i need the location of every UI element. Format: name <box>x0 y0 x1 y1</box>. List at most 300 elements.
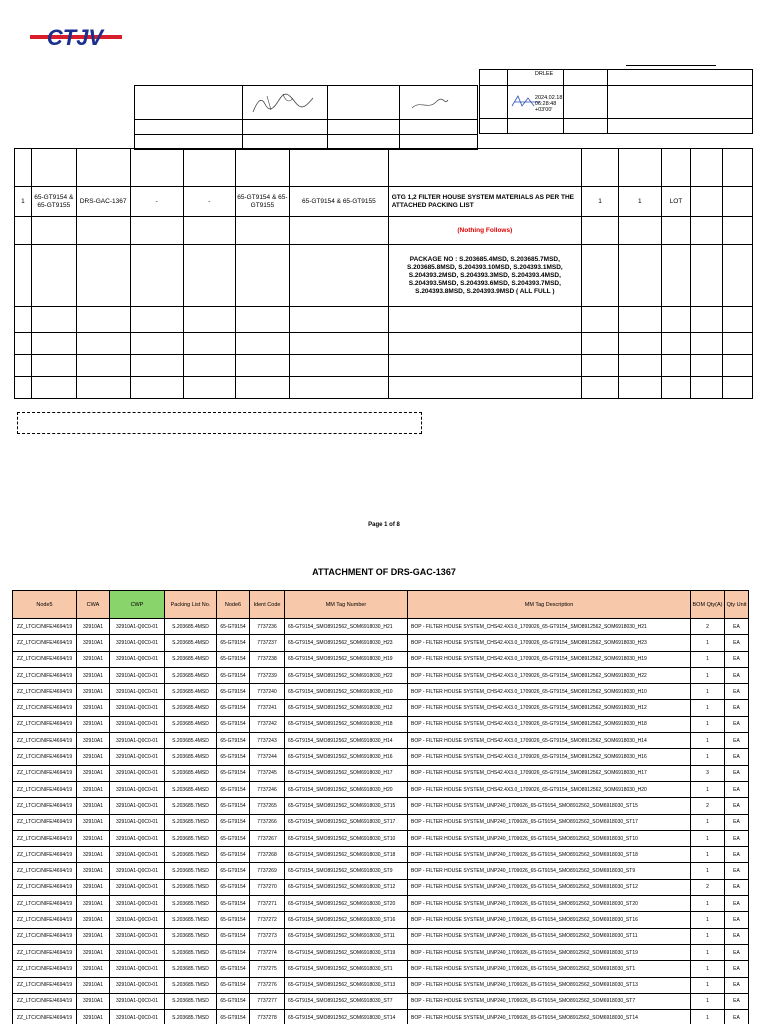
cell-packing-list-no: S.203685.7MSD <box>165 961 217 977</box>
cell-packing-list-no: S.203685.4MSD <box>165 700 217 716</box>
cell-bom-qty: 1 <box>691 781 725 797</box>
cell-node6: 65-GT9154 <box>217 912 250 928</box>
cell-mm-tag-description: BOP - FILTER HOUSE SYSTEM_UNP240_1709026_65-GT9154_SMO8912562_SOM6918030_ST16 <box>408 912 691 928</box>
cell-qty-unit: EA <box>725 961 749 977</box>
attachment-header-row <box>13 591 749 619</box>
cell-cwa: 32910A1 <box>77 733 110 749</box>
cell-packing-list-no: S.203685.7MSD <box>165 798 217 814</box>
delivery-table <box>14 148 753 399</box>
cell-qty-unit: EA <box>725 977 749 993</box>
table-row <box>15 187 753 217</box>
cell-node6: 65-GT9154 <box>217 1010 250 1024</box>
cell-qty-unit: EA <box>725 765 749 781</box>
cell-node6: 65-GT9154 <box>217 716 250 732</box>
cell-qty-unit: EA <box>725 944 749 960</box>
cell-mm-tag-number: 65-GT9154_SMO8912562_SOM6918030_H20 <box>285 781 408 797</box>
ctjv-logo <box>26 26 124 48</box>
cell-node5: ZZ_LTC/C/NIFE/4694/19 <box>13 781 77 797</box>
cell-mm-tag-number: 65-GT9154_SMO8912562_SOM6918030_H19 <box>285 651 408 667</box>
cell-mm-tag-number: 65-GT9154_SMO8912562_SOM6918030_ST17 <box>285 814 408 830</box>
cell-node5: ZZ_LTC/C/NIFE/4694/19 <box>13 830 77 846</box>
cell-qty-unit: EA <box>725 863 749 879</box>
cell-node6: 65-GT9154 <box>217 928 250 944</box>
cell-mm-tag-number: 65-GT9154_SMO8912562_SOM6918030_ST15 <box>285 798 408 814</box>
header-node6: Node6 <box>217 591 250 619</box>
cell-node6: 65-GT9154 <box>217 781 250 797</box>
handwritten-signature-cell <box>242 86 328 120</box>
cell-mm-tag-number: 65-GT9154_SMO8912562_SOM6918030_ST9 <box>285 863 408 879</box>
cell-cwp: 32910A1-Q0C0-01 <box>110 863 165 879</box>
cell-bom-qty: 1 <box>691 993 725 1009</box>
quantity-1: 1 <box>581 187 618 217</box>
cell-mm-tag-number: 65-GT9154_SMO8912562_SOM6918030_H22 <box>285 667 408 683</box>
handwritten-signature-small <box>410 96 450 112</box>
cell-packing-list-no: S.203685.4MSD <box>165 635 217 651</box>
cell-packing-list-no: S.203685.7MSD <box>165 944 217 960</box>
equipment-tags: 65-GT9154 & 65-GT9155 <box>235 187 289 217</box>
cell-bom-qty: 1 <box>691 847 725 863</box>
cell-qty-unit: EA <box>725 928 749 944</box>
cell-cwp: 32910A1-Q0C0-01 <box>110 896 165 912</box>
stamp-time: 06:28:48 <box>534 101 557 107</box>
cell-node5: ZZ_LTC/C/NIFE/4694/19 <box>13 863 77 879</box>
cell-bom-qty: 1 <box>691 684 725 700</box>
cell-cwp: 32910A1-Q0C0-01 <box>110 847 165 863</box>
cell-node5: ZZ_LTC/C/NIFE/4694/19 <box>13 977 77 993</box>
cell-ident-code: 7737270 <box>250 879 285 895</box>
stamp-name: DRLEE <box>534 71 554 77</box>
cell-cwp: 32910A1-Q0C0-01 <box>110 781 165 797</box>
header-cwa: CWA <box>77 591 110 619</box>
cell-ident-code: 7737238 <box>250 651 285 667</box>
cell-packing-list-no: S.203685.7MSD <box>165 993 217 1009</box>
cell-qty-unit: EA <box>725 716 749 732</box>
table-row <box>13 993 749 1009</box>
cell-node6: 65-GT9154 <box>217 896 250 912</box>
cell-bom-qty: 1 <box>691 814 725 830</box>
cell-packing-list-no: S.203685.4MSD <box>165 765 217 781</box>
cell-mm-tag-number: 65-GT9154_SMO8912562_SOM6918030_ST16 <box>285 912 408 928</box>
cell-node6: 65-GT9154 <box>217 765 250 781</box>
cell-ident-code: 7737246 <box>250 781 285 797</box>
cell-cwp: 32910A1-Q0C0-01 <box>110 684 165 700</box>
cell-cwa: 32910A1 <box>77 765 110 781</box>
cell-qty-unit: EA <box>725 798 749 814</box>
cell-ident-code: 7737265 <box>250 798 285 814</box>
item-description: GTG 1,2 FILTER HOUSE SYSTEM MATERIALS AS PER THE ATTACHED PACKING LIST <box>388 187 581 217</box>
cell-bom-qty: 2 <box>691 798 725 814</box>
nothing-follows: (Nothing Follows) <box>388 217 581 245</box>
cell-mm-tag-number: 65-GT9154_SMO8912562_SOM6918030_ST11 <box>285 928 408 944</box>
cell-qty-unit: EA <box>725 733 749 749</box>
cell-cwp: 32910A1-Q0C0-01 <box>110 961 165 977</box>
cell-packing-list-no: S.203685.4MSD <box>165 749 217 765</box>
cell-node5: ZZ_LTC/C/NIFE/4694/19 <box>13 749 77 765</box>
cell-mm-tag-number: 65-GT9154_SMO8912562_SOM6918030_H16 <box>285 749 408 765</box>
cell-mm-tag-description: BOP - FILTER HOUSE SYSTEM_CHS42.4X3.0_1709026_65-GT9154_SMO8912562_SOM6918030_H16 <box>408 749 691 765</box>
cell-mm-tag-number: 65-GT9154_SMO8912562_SOM6918030_ST13 <box>285 977 408 993</box>
signature-cell <box>400 86 478 120</box>
cell-mm-tag-description: BOP - FILTER HOUSE SYSTEM_UNP240_1709026_65-GT9154_SMO8912562_SOM6918030_ST13 <box>408 977 691 993</box>
cell-ident-code: 7737276 <box>250 977 285 993</box>
table-row <box>13 700 749 716</box>
cell-qty-unit: EA <box>725 749 749 765</box>
table-row <box>13 765 749 781</box>
cell-mm-tag-description: BOP - FILTER HOUSE SYSTEM_CHS42.4X3.0_1709026_65-GT9154_SMO8912562_SOM6918030_H21 <box>408 619 691 635</box>
cell-node6: 65-GT9154 <box>217 879 250 895</box>
cell-ident-code: 7737266 <box>250 814 285 830</box>
cell-cwa: 32910A1 <box>77 928 110 944</box>
cell-mm-tag-description: BOP - FILTER HOUSE SYSTEM_CHS42.4X3.0_1709026_65-GT9154_SMO8912562_SOM6918030_H23 <box>408 635 691 651</box>
cell-bom-qty: 2 <box>691 879 725 895</box>
cell-bom-qty: 3 <box>691 765 725 781</box>
quantity-2: 1 <box>619 187 661 217</box>
cell-packing-list-no: S.203685.7MSD <box>165 977 217 993</box>
cell-packing-list-no: S.203685.7MSD <box>165 912 217 928</box>
cell-ident-code: 7737269 <box>250 863 285 879</box>
cell-node6: 65-GT9154 <box>217 651 250 667</box>
equipment-tags-2: 65-GT9154 & 65-GT9155 <box>289 187 388 217</box>
table-row <box>13 879 749 895</box>
digital-stamp-cell <box>507 71 563 119</box>
cell-cwa: 32910A1 <box>77 993 110 1009</box>
cell-cwp: 32910A1-Q0C0-01 <box>110 912 165 928</box>
cell-mm-tag-number: 65-GT9154_SMO8912562_SOM6918030_ST18 <box>285 847 408 863</box>
cell-packing-list-no: S.203685.4MSD <box>165 716 217 732</box>
cell-mm-tag-description: BOP - FILTER HOUSE SYSTEM_CHS42.4X3.0_1709026_65-GT9154_SMO8912562_SOM6918030_H18 <box>408 716 691 732</box>
attachment-table-body <box>13 591 749 1024</box>
cell-packing-list-no: S.203685.4MSD <box>165 619 217 635</box>
cell-cwp: 32910A1-Q0C0-01 <box>110 765 165 781</box>
cell-mm-tag-description: BOP - FILTER HOUSE SYSTEM_UNP240_1709026_65-GT9154_SMO8912562_SOM6918030_ST9 <box>408 863 691 879</box>
cell-mm-tag-description: BOP - FILTER HOUSE SYSTEM_UNP240_1709026_65-GT9154_SMO8912562_SOM6918030_ST11 <box>408 928 691 944</box>
cell-node6: 65-GT9154 <box>217 798 250 814</box>
cell-dash-2: - <box>183 187 235 217</box>
table-row <box>13 977 749 993</box>
cell-cwp: 32910A1-Q0C0-01 <box>110 619 165 635</box>
cell-cwp: 32910A1-Q0C0-01 <box>110 651 165 667</box>
logo-text: CTJV <box>46 26 104 48</box>
cell-mm-tag-number: 65-GT9154_SMO8912562_SOM6918030_H17 <box>285 765 408 781</box>
cell-mm-tag-number: 65-GT9154_SMO8912562_SOM6918030_ST20 <box>285 896 408 912</box>
cell-packing-list-no: S.203685.4MSD <box>165 733 217 749</box>
cell-cwp: 32910A1-Q0C0-01 <box>110 667 165 683</box>
cell-cwa: 32910A1 <box>77 798 110 814</box>
cell-mm-tag-number: 65-GT9154_SMO8912562_SOM6918030_H23 <box>285 635 408 651</box>
cell-cwa: 32910A1 <box>77 635 110 651</box>
cell-cwa: 32910A1 <box>77 651 110 667</box>
cell-mm-tag-description: BOP - FILTER HOUSE SYSTEM_CHS42.4X3.0_1709026_65-GT9154_SMO8912562_SOM6918030_H22 <box>408 667 691 683</box>
stamp-date: 2024.02.18 <box>534 95 563 101</box>
cell-qty-unit: EA <box>725 814 749 830</box>
table-row <box>13 863 749 879</box>
attachment-title: ATTACHMENT OF DRS-GAC-1367 <box>312 567 456 577</box>
cell-cwp: 32910A1-Q0C0-01 <box>110 830 165 846</box>
cell-cwa: 32910A1 <box>77 667 110 683</box>
cell-node5: ZZ_LTC/C/NIFE/4694/19 <box>13 847 77 863</box>
cell-mm-tag-description: BOP - FILTER HOUSE SYSTEM_CHS42.4X3.0_1709026_65-GT9154_SMO8912562_SOM6918030_H14 <box>408 733 691 749</box>
signature-grid-left <box>134 85 478 150</box>
cell-qty-unit: EA <box>725 781 749 797</box>
cell-cwa: 32910A1 <box>77 847 110 863</box>
cell-cwa: 32910A1 <box>77 977 110 993</box>
cell-bom-qty: 1 <box>691 977 725 993</box>
cell-mm-tag-number: 65-GT9154_SMO8912562_SOM6918030_ST1 <box>285 961 408 977</box>
cell-packing-list-no: S.203685.7MSD <box>165 879 217 895</box>
cell-ident-code: 7737243 <box>250 733 285 749</box>
cell-node5: ZZ_LTC/C/NIFE/4694/19 <box>13 1010 77 1024</box>
cell-node5: ZZ_LTC/C/NIFE/4694/19 <box>13 619 77 635</box>
table-row <box>13 716 749 732</box>
cell-node5: ZZ_LTC/C/NIFE/4694/19 <box>13 798 77 814</box>
document-number: DRS-GAC-1367 <box>76 187 130 217</box>
cell-qty-unit: EA <box>725 684 749 700</box>
cell-cwa: 32910A1 <box>77 896 110 912</box>
cell-node6: 65-GT9154 <box>217 830 250 846</box>
tag-numbers: 65-GT9154 & 65-GT9155 <box>31 187 76 217</box>
cell-node5: ZZ_LTC/C/NIFE/4694/19 <box>13 651 77 667</box>
cell-cwp: 32910A1-Q0C0-01 <box>110 993 165 1009</box>
cell-cwp: 32910A1-Q0C0-01 <box>110 977 165 993</box>
cell-node5: ZZ_LTC/C/NIFE/4694/19 <box>13 716 77 732</box>
stamp-tz: +03'00' <box>534 107 553 113</box>
cell-packing-list-no: S.203685.7MSD <box>165 896 217 912</box>
cell-cwa: 32910A1 <box>77 749 110 765</box>
cell-mm-tag-description: BOP - FILTER HOUSE SYSTEM_CHS42.4X3.0_1709026_65-GT9154_SMO8912562_SOM6918030_H17 <box>408 765 691 781</box>
cell-node5: ZZ_LTC/C/NIFE/4694/19 <box>13 912 77 928</box>
cell-packing-list-no: S.203685.7MSD <box>165 830 217 846</box>
cell-cwp: 32910A1-Q0C0-01 <box>110 928 165 944</box>
table-row <box>13 619 749 635</box>
cell-node5: ZZ_LTC/C/NIFE/4694/19 <box>13 635 77 651</box>
cell-qty-unit: EA <box>725 667 749 683</box>
cell-cwp: 32910A1-Q0C0-01 <box>110 700 165 716</box>
cell-qty-unit: EA <box>725 879 749 895</box>
cell-mm-tag-description: BOP - FILTER HOUSE SYSTEM_UNP240_1709026_65-GT9154_SMO8912562_SOM6918030_ST15 <box>408 798 691 814</box>
cell-ident-code: 7737275 <box>250 961 285 977</box>
cell-cwp: 32910A1-Q0C0-01 <box>110 733 165 749</box>
cell-mm-tag-number: 65-GT9154_SMO8912562_SOM6918030_ST10 <box>285 830 408 846</box>
cell-packing-list-no: S.203685.4MSD <box>165 651 217 667</box>
cell-ident-code: 7737267 <box>250 830 285 846</box>
cell-node6: 65-GT9154 <box>217 993 250 1009</box>
cell-mm-tag-description: BOP - FILTER HOUSE SYSTEM_UNP240_1709026_65-GT9154_SMO8912562_SOM6918030_ST19 <box>408 944 691 960</box>
cell-ident-code: 7737277 <box>250 993 285 1009</box>
cell-qty-unit: EA <box>725 651 749 667</box>
cell-cwa: 32910A1 <box>77 1010 110 1024</box>
cell-mm-tag-number: 65-GT9154_SMO8912562_SOM6918030_ST14 <box>285 1010 408 1024</box>
cell-mm-tag-number: 65-GT9154_SMO8912562_SOM6918030_ST12 <box>285 879 408 895</box>
table-row <box>13 896 749 912</box>
cell-bom-qty: 1 <box>691 733 725 749</box>
cell-node5: ZZ_LTC/C/NIFE/4694/19 <box>13 765 77 781</box>
cell-bom-qty: 1 <box>691 1010 725 1024</box>
cell-ident-code: 7737274 <box>250 944 285 960</box>
cell-bom-qty: 1 <box>691 863 725 879</box>
cell-qty-unit: EA <box>725 830 749 846</box>
table-row <box>13 961 749 977</box>
remarks-box <box>17 412 422 434</box>
cell-cwp: 32910A1-Q0C0-01 <box>110 798 165 814</box>
header-qty-unit: Qty Unit <box>725 591 749 619</box>
handwritten-signature <box>249 90 319 116</box>
cell-node5: ZZ_LTC/C/NIFE/4694/19 <box>13 928 77 944</box>
cell-cwa: 32910A1 <box>77 912 110 928</box>
cell-cwp: 32910A1-Q0C0-01 <box>110 879 165 895</box>
cell-bom-qty: 1 <box>691 749 725 765</box>
cell-packing-list-no: S.203685.7MSD <box>165 847 217 863</box>
unit: LOT <box>661 187 691 217</box>
cell-node5: ZZ_LTC/C/NIFE/4694/19 <box>13 944 77 960</box>
cell-node5: ZZ_LTC/C/NIFE/4694/19 <box>13 993 77 1009</box>
cell-bom-qty: 1 <box>691 912 725 928</box>
cell-mm-tag-description: BOP - FILTER HOUSE SYSTEM_UNP240_1709026_65-GT9154_SMO8912562_SOM6918030_ST20 <box>408 896 691 912</box>
header-cwp: CWP <box>110 591 165 619</box>
cell-mm-tag-number: 65-GT9154_SMO8912562_SOM6918030_ST19 <box>285 944 408 960</box>
cell-mm-tag-description: BOP - FILTER HOUSE SYSTEM_CHS42.4X3.0_1709026_65-GT9154_SMO8912562_SOM6918030_H19 <box>408 651 691 667</box>
attachment-table <box>12 590 749 1024</box>
cell-ident-code: 7737268 <box>250 847 285 863</box>
header-mm-tag-description: MM Tag Description <box>408 591 691 619</box>
cell-bom-qty: 1 <box>691 635 725 651</box>
cell-mm-tag-number: 65-GT9154_SMO8912562_SOM6918030_H18 <box>285 716 408 732</box>
cell-bom-qty: 1 <box>691 716 725 732</box>
cell-qty-unit: EA <box>725 896 749 912</box>
cell-mm-tag-description: BOP - FILTER HOUSE SYSTEM_CHS42.4X3.0_1709026_65-GT9154_SMO8912562_SOM6918030_H20 <box>408 781 691 797</box>
cell-node5: ZZ_LTC/C/NIFE/4694/19 <box>13 879 77 895</box>
cell-mm-tag-description: BOP - FILTER HOUSE SYSTEM_UNP240_1709026_65-GT9154_SMO8912562_SOM6918030_ST14 <box>408 1010 691 1024</box>
table-row <box>13 635 749 651</box>
cell-cwa: 32910A1 <box>77 814 110 830</box>
cell-ident-code: 7737278 <box>250 1010 285 1024</box>
cell-cwa: 32910A1 <box>77 684 110 700</box>
cell-node6: 65-GT9154 <box>217 619 250 635</box>
cell-qty-unit: EA <box>725 635 749 651</box>
cell-packing-list-no: S.203685.4MSD <box>165 781 217 797</box>
cell-cwa: 32910A1 <box>77 944 110 960</box>
cell-cwa: 32910A1 <box>77 781 110 797</box>
table-row <box>13 912 749 928</box>
cell-packing-list-no: S.203685.4MSD <box>165 684 217 700</box>
cell-node5: ZZ_LTC/C/NIFE/4694/19 <box>13 961 77 977</box>
package-list: PACKAGE NO : S.203685.4MSD, S.203685.7MSD, S.203685.8MSD, S.204393.10MSD, S.204393.1MSD, S.204393.2MSD, S.204393.3MSD, S.204393.4MSD, S.204393.5MSD, S.204393.6MSD, S.204393.7MSD, S.204393.8MSD, S.204393.9MSD ( ALL FULL ) <box>388 245 581 307</box>
cell-cwa: 32910A1 <box>77 830 110 846</box>
cell-node6: 65-GT9154 <box>217 733 250 749</box>
cell-packing-list-no: S.203685.7MSD <box>165 928 217 944</box>
cell-node6: 65-GT9154 <box>217 944 250 960</box>
cell-ident-code: 7737244 <box>250 749 285 765</box>
cell-mm-tag-number: 65-GT9154_SMO8912562_SOM6918030_H10 <box>285 684 408 700</box>
cell-mm-tag-description: BOP - FILTER HOUSE SYSTEM_UNP240_1709026_65-GT9154_SMO8912562_SOM6918030_ST17 <box>408 814 691 830</box>
cell-ident-code: 7737236 <box>250 619 285 635</box>
cell-node5: ZZ_LTC/C/NIFE/4694/19 <box>13 667 77 683</box>
table-row <box>13 814 749 830</box>
table-row <box>13 944 749 960</box>
cell-qty-unit: EA <box>725 912 749 928</box>
cell-packing-list-no: S.203685.7MSD <box>165 863 217 879</box>
table-row <box>13 684 749 700</box>
cell-qty-unit: EA <box>725 1010 749 1024</box>
cell-node5: ZZ_LTC/C/NIFE/4694/19 <box>13 733 77 749</box>
cell-packing-list-no: S.203685.7MSD <box>165 814 217 830</box>
cell-ident-code: 7737242 <box>250 716 285 732</box>
table-row <box>13 847 749 863</box>
table-row <box>13 667 749 683</box>
cell-ident-code: 7737241 <box>250 700 285 716</box>
header-mm-tag-number: MM Tag Number <box>285 591 408 619</box>
cell-cwa: 32910A1 <box>77 863 110 879</box>
cell-bom-qty: 1 <box>691 700 725 716</box>
cell-mm-tag-number: 65-GT9154_SMO8912562_SOM6918030_H21 <box>285 619 408 635</box>
table-row <box>13 830 749 846</box>
cell-qty-unit: EA <box>725 619 749 635</box>
cell-mm-tag-number: 65-GT9154_SMO8912562_SOM6918030_ST7 <box>285 993 408 1009</box>
cell-cwp: 32910A1-Q0C0-01 <box>110 749 165 765</box>
cell-bom-qty: 1 <box>691 896 725 912</box>
cell-ident-code: 7737240 <box>250 684 285 700</box>
cell-node5: ZZ_LTC/C/NIFE/4694/19 <box>13 896 77 912</box>
table-row <box>13 733 749 749</box>
signature-grid-right <box>479 69 753 134</box>
table-row <box>13 781 749 797</box>
cell-node5: ZZ_LTC/C/NIFE/4694/19 <box>13 700 77 716</box>
table-row <box>13 1010 749 1024</box>
cell-cwp: 32910A1-Q0C0-01 <box>110 635 165 651</box>
cell-bom-qty: 1 <box>691 961 725 977</box>
cell-packing-list-no: S.203685.4MSD <box>165 667 217 683</box>
cell-mm-tag-description: BOP - FILTER HOUSE SYSTEM_CHS42.4X3.0_1709026_65-GT9154_SMO8912562_SOM6918030_H10 <box>408 684 691 700</box>
cell-node6: 65-GT9154 <box>217 700 250 716</box>
cell-node6: 65-GT9154 <box>217 749 250 765</box>
cell-bom-qty: 1 <box>691 667 725 683</box>
cell-mm-tag-description: BOP - FILTER HOUSE SYSTEM_UNP240_1709026_65-GT9154_SMO8912562_SOM6918030_ST1 <box>408 961 691 977</box>
table-row <box>13 928 749 944</box>
cell-bom-qty: 1 <box>691 944 725 960</box>
cell-ident-code: 7737239 <box>250 667 285 683</box>
cell-mm-tag-description: BOP - FILTER HOUSE SYSTEM_UNP240_1709026_65-GT9154_SMO8912562_SOM6918030_ST10 <box>408 830 691 846</box>
cell-bom-qty: 2 <box>691 619 725 635</box>
cell-cwp: 32910A1-Q0C0-01 <box>110 1010 165 1024</box>
item-no: 1 <box>15 187 32 217</box>
cell-node6: 65-GT9154 <box>217 863 250 879</box>
cell-qty-unit: EA <box>725 700 749 716</box>
cell-node6: 65-GT9154 <box>217 814 250 830</box>
cell-node6: 65-GT9154 <box>217 961 250 977</box>
cell-cwa: 32910A1 <box>77 700 110 716</box>
cell-mm-tag-number: 65-GT9154_SMO8912562_SOM6918030_H12 <box>285 700 408 716</box>
cell-cwa: 32910A1 <box>77 961 110 977</box>
cell-node5: ZZ_LTC/C/NIFE/4694/19 <box>13 684 77 700</box>
cell-bom-qty: 1 <box>691 830 725 846</box>
cell-ident-code: 7737272 <box>250 912 285 928</box>
table-row <box>13 749 749 765</box>
cell-packing-list-no: S.203685.7MSD <box>165 1010 217 1024</box>
cell-ident-code: 7737271 <box>250 896 285 912</box>
cell-ident-code: 7737237 <box>250 635 285 651</box>
header-bom-qty: BOM Qty(A) <box>691 591 725 619</box>
cell-mm-tag-description: BOP - FILTER HOUSE SYSTEM_UNP240_1709026_65-GT9154_SMO8912562_SOM6918030_ST18 <box>408 847 691 863</box>
cell-mm-tag-number: 65-GT9154_SMO8912562_SOM6918030_H14 <box>285 733 408 749</box>
cell-mm-tag-description: BOP - FILTER HOUSE SYSTEM_CHS42.4X3.0_1709026_65-GT9154_SMO8912562_SOM6918030_H12 <box>408 700 691 716</box>
cell-cwp: 32910A1-Q0C0-01 <box>110 814 165 830</box>
cell-cwp: 32910A1-Q0C0-01 <box>110 944 165 960</box>
cell-dash-1: - <box>130 187 183 217</box>
cell-node5: ZZ_LTC/C/NIFE/4694/19 <box>13 814 77 830</box>
cell-qty-unit: EA <box>725 993 749 1009</box>
signature-line <box>626 65 716 66</box>
cell-mm-tag-description: BOP - FILTER HOUSE SYSTEM_UNP240_1709026_65-GT9154_SMO8912562_SOM6918030_ST12 <box>408 879 691 895</box>
cell-ident-code: 7737273 <box>250 928 285 944</box>
